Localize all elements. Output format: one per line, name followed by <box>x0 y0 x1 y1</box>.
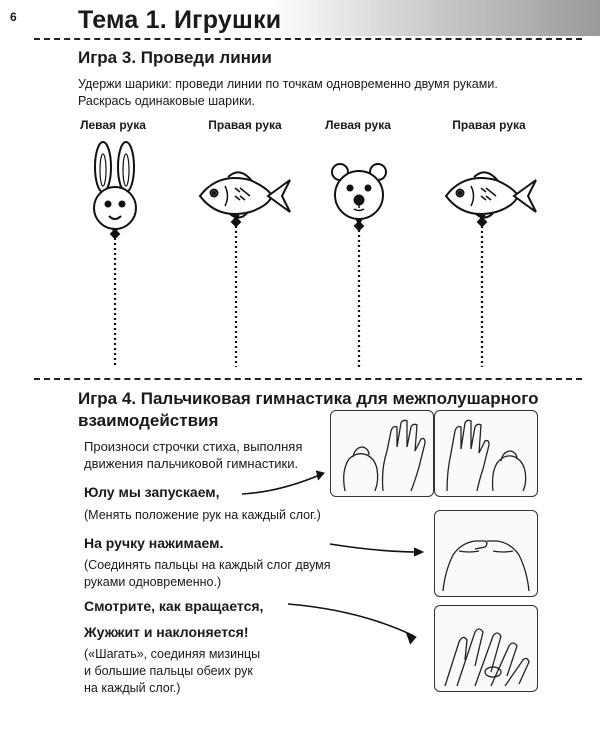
note-3-line2: и большие пальцы обеих рук <box>84 664 253 678</box>
hand-label-left-2: Левая рука <box>325 118 391 132</box>
balloon-tracing-area <box>0 130 600 380</box>
hands-switch-icon <box>435 411 537 496</box>
game4-instruction-line1: Произноси строчки стиха, выполняя <box>84 439 303 454</box>
note-3 <box>84 646 260 697</box>
hand-label-right-2: Правая рука <box>452 118 526 132</box>
verse-1: Юлу мы запускаем, <box>84 484 220 500</box>
fingers-pinch-icon <box>435 511 537 596</box>
game3-instruction <box>78 76 558 110</box>
hand-label-right-1: Правая рука <box>208 118 282 132</box>
hand-photo-1b <box>434 410 538 497</box>
section-divider-2 <box>34 378 582 380</box>
bunny-balloon <box>94 142 136 238</box>
hand-photo-2 <box>434 510 538 597</box>
topic-title: Тема 1. Игрушки <box>78 6 282 34</box>
bear-balloon <box>332 164 386 230</box>
verse-3-line1: Смотрите, как вращается, <box>84 598 264 614</box>
page-number: 6 <box>10 10 17 24</box>
section-divider <box>34 38 582 40</box>
arrow-2 <box>330 544 420 552</box>
hand-photo-3 <box>434 605 538 692</box>
note-3-line1: («Шагать», соединяя мизинцы <box>84 647 261 661</box>
game3-instruction-line2: Раскрась одинаковые шарики. <box>78 94 255 108</box>
fish-balloon-2 <box>446 172 536 226</box>
game4-instruction-line2: движения пальчиковой гимнастики. <box>84 456 299 471</box>
fingers-stepping-icon <box>435 606 537 691</box>
arrow-3 <box>288 604 414 636</box>
arrow-1 <box>242 474 322 494</box>
verse-3-line2: Жужжит и наклоняется! <box>84 624 249 640</box>
note-2-line1: (Соединять пальцы на каждый слог двумя <box>84 558 331 572</box>
hand-label-left-1: Левая рука <box>80 118 146 132</box>
note-2-line2: руками одновременно.) <box>84 575 222 589</box>
header-texture <box>270 0 600 36</box>
note-1: (Менять положение рук на каждый слог.) <box>84 508 321 522</box>
game4-instruction <box>84 438 314 472</box>
note-3-line3: на каждый слог.) <box>84 681 181 695</box>
note-2 <box>84 557 331 591</box>
verse-2: На ручку нажимаем. <box>84 535 224 551</box>
fish-balloon-1 <box>200 172 290 226</box>
hand-photo-1a <box>330 410 434 497</box>
hands-clasped-icon <box>331 411 433 496</box>
game4-title-line2: взаимодействия <box>78 411 219 430</box>
game3-title: Игра 3. Проведи линии <box>78 48 272 67</box>
game3-instruction-line1: Удержи шарики: проведи линии по точкам одновременно двумя руками. <box>78 77 498 91</box>
game4-title-line1: Игра 4. Пальчиковая гимнастика для межполушарного <box>78 389 539 408</box>
